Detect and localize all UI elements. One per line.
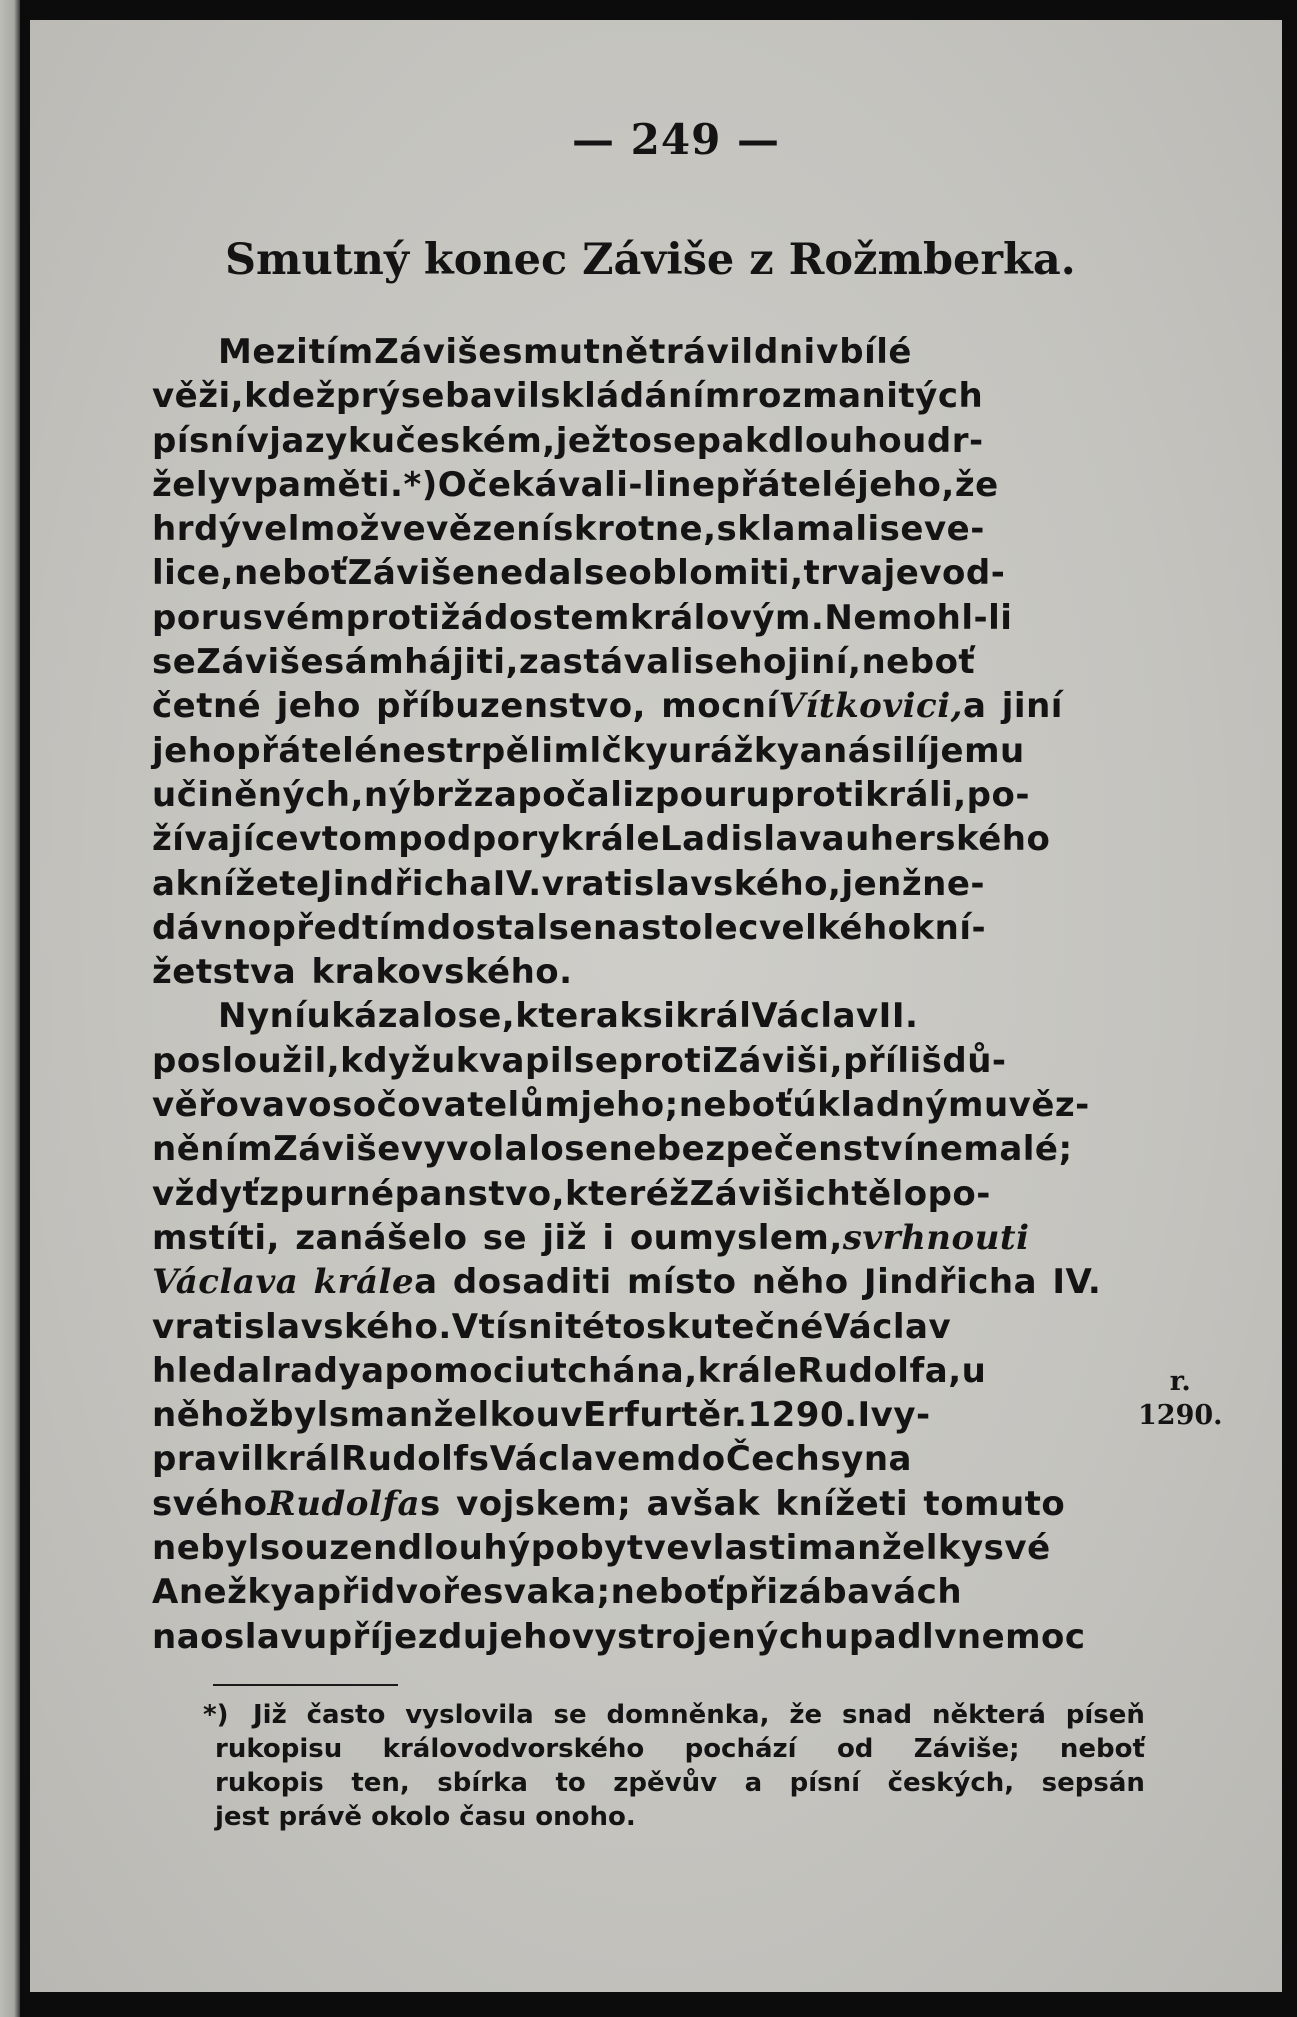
word: žely xyxy=(152,464,231,505)
text-line xyxy=(152,729,1025,773)
word: *) xyxy=(403,464,438,505)
word: zábavách xyxy=(778,1572,963,1613)
word: pomoci xyxy=(384,1350,526,1391)
text-line xyxy=(152,374,984,418)
word: učiněných, xyxy=(152,774,364,815)
word: se xyxy=(152,642,197,683)
word: sepsán xyxy=(1041,1768,1145,1798)
word: trvaje xyxy=(803,553,920,594)
word: tím xyxy=(308,332,374,372)
text-line xyxy=(152,1615,1086,1659)
word: nýbrž xyxy=(363,774,474,815)
word: vlasti xyxy=(689,1528,798,1569)
word: písní xyxy=(152,420,247,461)
word: královým. xyxy=(629,597,825,638)
word: při xyxy=(724,1572,779,1613)
word: něhož xyxy=(152,1395,270,1436)
word: si xyxy=(642,996,676,1037)
word: uvěz- xyxy=(983,1085,1090,1126)
word: se xyxy=(564,1129,609,1170)
footnote-line xyxy=(215,1766,1145,1800)
word: ve xyxy=(643,1528,690,1569)
word: kteréž xyxy=(565,1173,690,1214)
word: Rudolfa, xyxy=(797,1350,962,1391)
word: ne- xyxy=(922,863,986,904)
word: nepřátelé xyxy=(667,464,858,505)
word: oslavu xyxy=(200,1616,328,1657)
text-line xyxy=(152,551,1006,595)
word: uherského xyxy=(845,819,1051,860)
word: skládáním xyxy=(540,376,741,417)
text-line xyxy=(152,419,984,463)
word: u xyxy=(525,1350,551,1391)
word: vystrojených xyxy=(571,1616,825,1657)
word: jeho xyxy=(487,1616,572,1657)
text-line xyxy=(152,773,1030,817)
word: se xyxy=(879,509,924,550)
word: žívajíce xyxy=(152,819,300,860)
word: se xyxy=(652,420,697,461)
word: vězení xyxy=(426,509,554,550)
word: a xyxy=(361,1350,385,1391)
word: jiní, xyxy=(786,642,862,683)
word: od xyxy=(836,1734,874,1764)
word: skutečné xyxy=(646,1306,824,1347)
word: v xyxy=(934,1616,957,1657)
word: vyvolalo xyxy=(400,1129,565,1170)
text-line xyxy=(152,1526,1051,1570)
word: urážky xyxy=(668,730,800,771)
word: po- xyxy=(966,774,1030,815)
word: králi, xyxy=(865,774,967,815)
word: zastávali xyxy=(518,642,694,683)
text-line xyxy=(152,640,976,684)
word: r. xyxy=(721,1395,748,1436)
word: syna xyxy=(820,1439,912,1480)
word: prý xyxy=(335,376,401,417)
word: Záviši xyxy=(689,1173,806,1214)
word: se xyxy=(584,553,629,594)
word: ve- xyxy=(923,509,985,550)
word: kterak xyxy=(515,996,643,1037)
word: poru xyxy=(152,597,243,638)
word: pobyt xyxy=(530,1528,644,1569)
word: ukázalo xyxy=(306,996,458,1037)
word: v xyxy=(816,332,839,372)
text-line xyxy=(152,1172,991,1216)
word: Záviše xyxy=(273,1129,401,1170)
word: IV. xyxy=(492,863,542,904)
word: své xyxy=(983,1528,1051,1569)
word: věži, xyxy=(152,376,245,417)
word: kní- xyxy=(911,907,987,948)
text-line xyxy=(152,1305,952,1349)
word: krále xyxy=(697,1350,798,1391)
text-line: žetstva krakovského. xyxy=(152,952,573,993)
word: velmož xyxy=(241,509,380,550)
word: a xyxy=(799,730,824,771)
word: českých, xyxy=(887,1768,1015,1798)
word: chtělo xyxy=(805,1173,928,1214)
word: tísni xyxy=(478,1306,566,1347)
word: ve xyxy=(379,509,427,550)
word: V xyxy=(451,1306,479,1347)
text-line xyxy=(152,1437,912,1481)
word: Rudolf xyxy=(341,1439,469,1480)
word: hájiti, xyxy=(404,642,519,683)
word: písní xyxy=(789,1768,861,1798)
word: stolec xyxy=(641,907,759,948)
text-line xyxy=(152,817,1051,861)
word: dávno xyxy=(152,907,272,948)
word: věřovav xyxy=(152,1085,309,1126)
word: zpěvův xyxy=(613,1768,718,1798)
word: dů- xyxy=(942,1040,1007,1081)
word: Záviše; xyxy=(913,1734,1020,1764)
word: jemu xyxy=(928,730,1025,771)
word: s xyxy=(468,1439,490,1480)
footnote-marker: *) xyxy=(203,1700,229,1730)
word: při xyxy=(316,1572,371,1613)
text-line xyxy=(152,330,912,374)
word: král xyxy=(675,996,752,1037)
word: nemalé; xyxy=(915,1129,1073,1170)
word: paměti. xyxy=(253,464,404,505)
word: dostal xyxy=(426,907,549,948)
word: na xyxy=(152,1616,201,1657)
word: sbírka xyxy=(437,1768,528,1798)
text-line xyxy=(152,596,1013,640)
word: Záviše xyxy=(374,332,502,372)
previous-page-edge xyxy=(0,0,20,2017)
word: nebyl xyxy=(152,1528,260,1569)
text-line xyxy=(152,1127,1073,1171)
word: sklamali xyxy=(716,509,880,550)
word: udr- xyxy=(902,420,984,461)
word: v xyxy=(230,464,254,505)
word: Již xyxy=(253,1700,287,1730)
word: vratislavského. xyxy=(152,1306,452,1347)
word: před xyxy=(271,907,363,948)
word: I xyxy=(857,1395,871,1436)
text-line: mstíti, zanášelo se již i oumyslem, svrhnouti xyxy=(152,1216,912,1260)
word: domněnka, xyxy=(606,1700,770,1730)
word: se xyxy=(548,907,593,948)
italic-name-vitkovici: Vítkovici, xyxy=(778,686,963,727)
word: neboť xyxy=(678,1085,793,1126)
word: se, xyxy=(457,996,516,1037)
text-line xyxy=(152,1039,1007,1083)
text-line xyxy=(152,1083,1090,1127)
word: pochází xyxy=(684,1734,797,1764)
word: u xyxy=(961,1350,987,1391)
word: snad xyxy=(842,1700,913,1730)
body-text xyxy=(152,330,1102,1659)
word: svém xyxy=(242,597,346,638)
word: jazyku xyxy=(269,420,396,461)
word: tchána, xyxy=(550,1350,698,1391)
word: se xyxy=(553,1700,587,1730)
word: nebezpečenství xyxy=(608,1129,916,1170)
word: Anežky xyxy=(152,1572,294,1613)
word: II. xyxy=(878,996,919,1037)
word: hledal xyxy=(152,1350,273,1391)
word: upadl xyxy=(824,1616,935,1657)
word: zpouru xyxy=(634,774,771,815)
word: od- xyxy=(942,553,1006,594)
word: neboť xyxy=(1059,1734,1145,1764)
word: ten, xyxy=(351,1768,410,1798)
word: svaka; xyxy=(483,1572,611,1613)
word: tím xyxy=(362,907,427,948)
word: hrdý xyxy=(152,509,242,550)
word: rukopis xyxy=(215,1768,324,1798)
text-line xyxy=(152,507,985,551)
word: Nemohl-li xyxy=(824,597,1013,638)
word: jeho xyxy=(152,730,237,771)
word: násilí xyxy=(823,730,929,771)
italic-phrase-svrhnouti: svrhnouti xyxy=(842,1217,1030,1258)
word: král xyxy=(264,1439,341,1480)
word: jeho, xyxy=(857,464,955,505)
word: píseň xyxy=(1065,1700,1145,1730)
word: rady xyxy=(272,1350,362,1391)
word: a xyxy=(744,1768,763,1798)
word: že xyxy=(789,1700,823,1730)
word: nestrpěli xyxy=(377,730,554,771)
word: a xyxy=(152,863,176,904)
word: trávil xyxy=(649,332,754,372)
word: do xyxy=(676,1439,726,1480)
text-line: četné jeho příbuzenstvo, mocní Vítkovici, a jiní xyxy=(152,684,912,728)
word: nemoc xyxy=(956,1616,1086,1657)
word: Václav xyxy=(751,996,879,1037)
footnote xyxy=(203,1698,1145,1834)
word: Záviši, xyxy=(713,1040,844,1081)
word: v xyxy=(919,553,943,594)
word: proti xyxy=(345,597,441,638)
word: některá xyxy=(932,1700,1046,1730)
word: Erfurtě xyxy=(583,1395,722,1436)
word: žádostem xyxy=(440,597,630,638)
word: příliš xyxy=(843,1040,943,1081)
word: Záviše xyxy=(196,642,325,683)
text-line xyxy=(152,862,986,906)
word: dvoře xyxy=(370,1572,484,1613)
word: neboť xyxy=(861,642,976,683)
word: v xyxy=(246,420,270,461)
word: pak xyxy=(696,420,769,461)
word: 1290. xyxy=(747,1395,858,1436)
word: krále xyxy=(560,819,661,860)
word: v xyxy=(299,819,322,860)
word: že xyxy=(954,464,999,505)
word: Záviše xyxy=(347,553,476,594)
word: Nyní xyxy=(218,996,307,1037)
word: smutně xyxy=(502,332,649,372)
word: skrotne, xyxy=(553,509,717,550)
text-line xyxy=(152,1570,963,1614)
word: vratislavského, xyxy=(541,863,842,904)
word: dlouho xyxy=(768,420,903,461)
word: posloužil, xyxy=(152,1040,341,1081)
word: Václav xyxy=(823,1306,952,1347)
word: královodvorského xyxy=(382,1734,645,1764)
word: Mezi xyxy=(218,332,309,372)
text-line xyxy=(152,1393,931,1437)
word: sám xyxy=(324,642,405,683)
word: se xyxy=(400,376,445,417)
word: úkladným xyxy=(792,1085,984,1126)
word: jeho; xyxy=(580,1085,679,1126)
word: neboť xyxy=(233,553,348,594)
footnote-line xyxy=(203,1698,1145,1732)
word: po- xyxy=(927,1173,991,1214)
word: tom xyxy=(321,819,399,860)
word: manželky xyxy=(797,1528,984,1569)
word: bílé xyxy=(839,332,912,372)
word: ho xyxy=(738,642,787,683)
word: oblomiti, xyxy=(628,553,804,594)
word: když xyxy=(340,1040,432,1081)
word: jenž xyxy=(841,863,923,904)
text-line xyxy=(152,906,987,950)
word: ukvapil xyxy=(431,1040,575,1081)
word: na xyxy=(592,907,642,948)
word: manželkou xyxy=(349,1395,561,1436)
word: něním xyxy=(152,1129,274,1170)
word: byl xyxy=(269,1395,329,1436)
word: se xyxy=(694,642,739,683)
word: neboť xyxy=(610,1572,725,1613)
text-line: svého Rudolfa s vojskem; avšak knížeti tomuto xyxy=(152,1482,912,1526)
word: dlouhý xyxy=(397,1528,531,1569)
word: souzen xyxy=(259,1528,398,1569)
text-line xyxy=(152,463,999,507)
word: Ladislava xyxy=(660,819,846,860)
word: knížete xyxy=(175,863,320,904)
word: rukopisu xyxy=(215,1734,343,1764)
word: započali xyxy=(473,774,635,815)
word: a xyxy=(293,1572,317,1613)
footnote-divider xyxy=(213,1684,398,1686)
italic-phrase-vaclava-krale: Václava krále xyxy=(152,1262,415,1303)
word: to xyxy=(555,1768,586,1798)
word: Václavem xyxy=(489,1439,677,1480)
margin-year-note: r. 1290. xyxy=(1138,1366,1223,1431)
word: v xyxy=(560,1395,584,1436)
word: českém, xyxy=(395,420,556,461)
word: proti xyxy=(618,1040,714,1081)
book-page xyxy=(30,20,1282,1992)
word: ježto xyxy=(555,420,653,461)
word: vždyť xyxy=(152,1173,260,1214)
word: podpory xyxy=(398,819,561,860)
word: pravil xyxy=(152,1439,265,1480)
word: bavil xyxy=(444,376,541,417)
footnote-line: jest právě okolo času onoho. xyxy=(215,1802,636,1832)
word: Čech xyxy=(725,1439,821,1480)
word: rozmanitých xyxy=(740,376,984,417)
text-line: Václava krále a dosaditi místo něho Jindřicha IV. xyxy=(152,1260,912,1304)
italic-name-rudolfa: Rudolfa xyxy=(267,1483,421,1524)
text-line xyxy=(152,1349,987,1393)
word: se xyxy=(574,1040,619,1081)
word: přátelé xyxy=(236,730,378,771)
word: kdež xyxy=(244,376,336,417)
word: Jindřicha xyxy=(319,863,493,904)
word: této xyxy=(565,1306,647,1347)
page-number: — 249 — xyxy=(572,115,780,164)
word: dni xyxy=(754,332,816,372)
word: nedal xyxy=(475,553,585,594)
word: panstvo, xyxy=(394,1173,566,1214)
word: zpurné xyxy=(259,1173,395,1214)
word: mlčky xyxy=(553,730,669,771)
chapter-title: Smutný konec Záviše z Rožmberka. xyxy=(225,235,1076,285)
word: často xyxy=(306,1700,386,1730)
footnote-line xyxy=(215,1732,1145,1766)
word: proti xyxy=(770,774,866,815)
word: Očekávali-li xyxy=(437,464,668,505)
word: osočovatelům xyxy=(308,1085,581,1126)
word: vy- xyxy=(870,1395,931,1436)
word: lice, xyxy=(152,553,234,594)
word: s xyxy=(328,1395,350,1436)
word: velkého xyxy=(758,907,912,948)
text-line xyxy=(152,994,919,1038)
word: vyslovila xyxy=(405,1700,534,1730)
word: příjezdu xyxy=(327,1616,488,1657)
